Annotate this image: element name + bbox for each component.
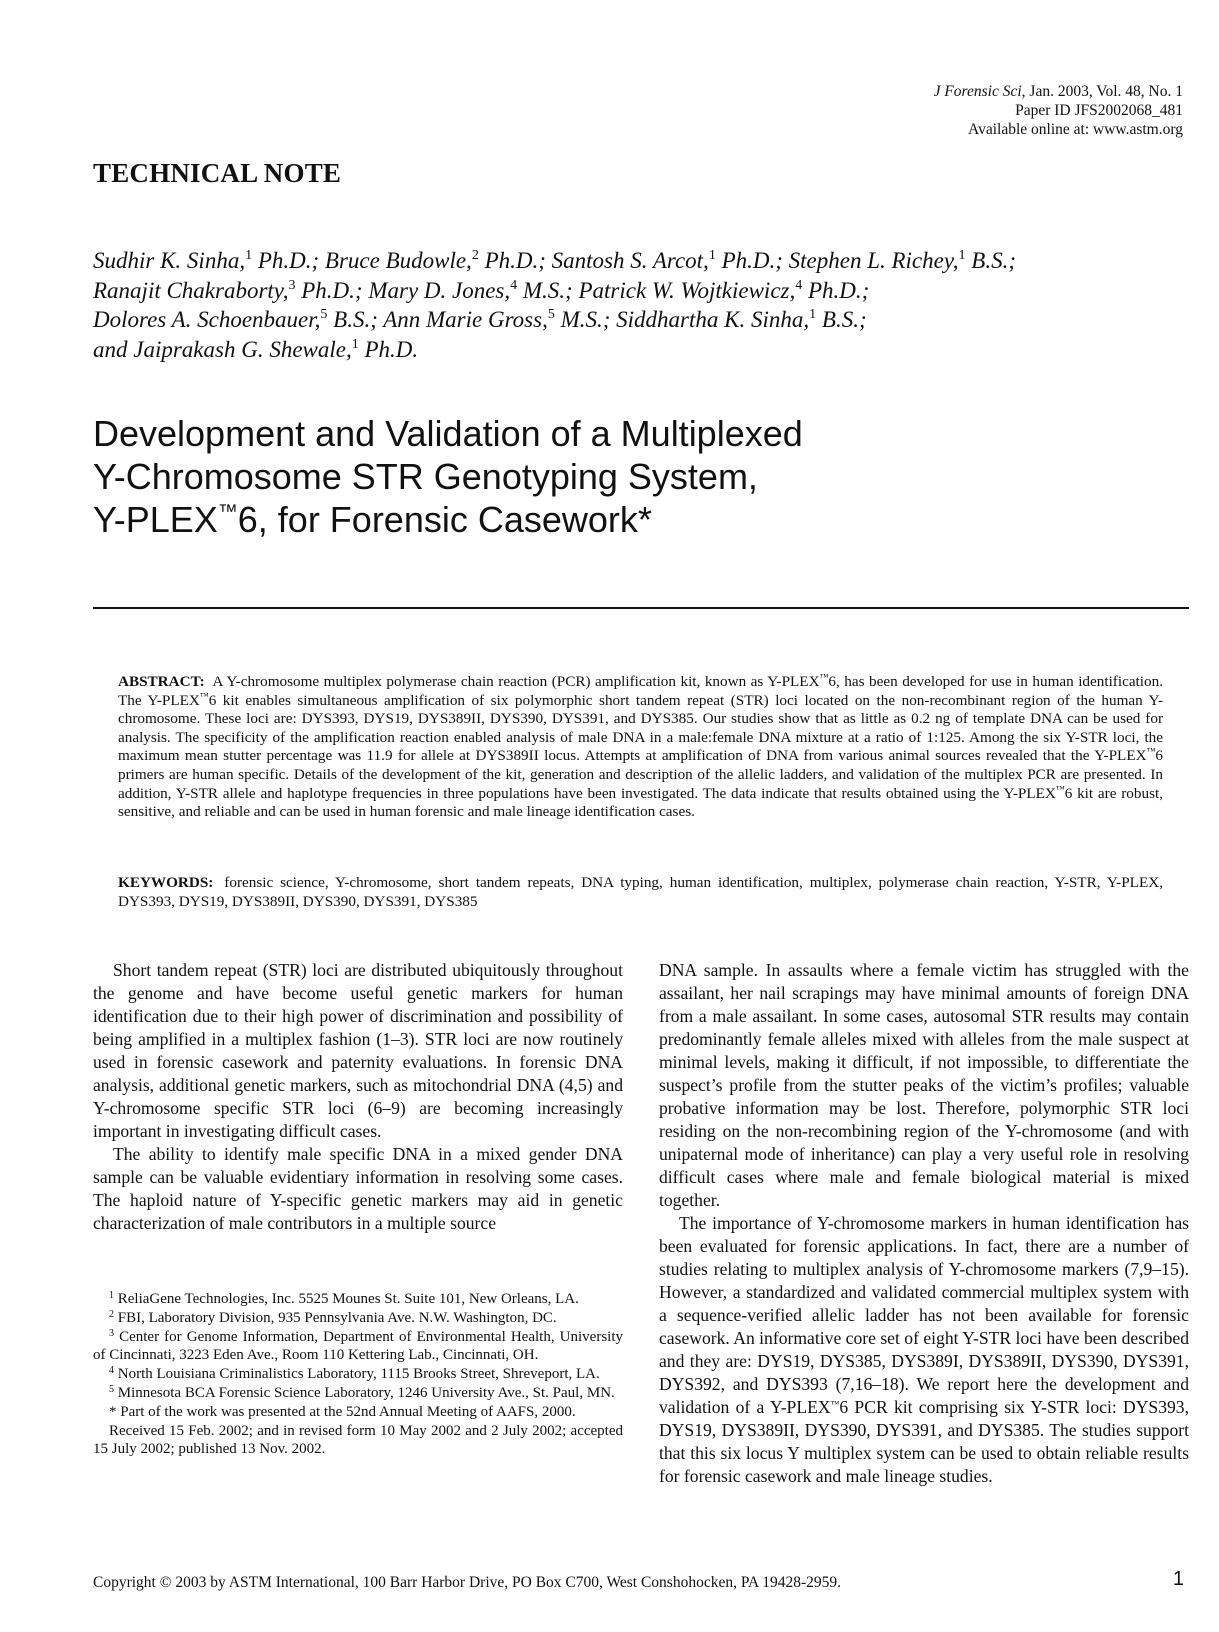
footnote-text: FBI, Laboratory Division, 935 Pennsylvania Ave. N.W. Washington, DC. [114, 1309, 557, 1326]
copyright-notice: Copyright © 2003 by ASTM International, 100 Barr Harbor Drive, PO Box C700, West Conshohocken, PA 19428-2959. [93, 1574, 842, 1591]
title-divider [93, 607, 1189, 609]
footnote [93, 1365, 623, 1384]
author-degree: M.S.; [517, 277, 579, 303]
section-label: TECHNICAL NOTE [93, 158, 342, 188]
author-degree: Ph.D.; [295, 277, 369, 303]
abstract [118, 673, 1163, 822]
abstract-text: A Y-chromosome multiplex polymerase chain reaction (PCR) amplification kit, known as Y-PLEX [212, 673, 820, 690]
author-degree: M.S.; [554, 307, 617, 332]
author-list [93, 246, 1193, 364]
journal-citation [763, 82, 1183, 139]
footnote-text: North Louisiana Criminalistics Laboratory, 1115 Brooks Street, Shreveport, LA. [114, 1366, 600, 1383]
available-online: Available online at: www.astm.org [968, 121, 1183, 138]
footnote: * Part of the work was presented at the 52nd Annual Meeting of AAFS, 2000. [109, 1403, 576, 1420]
affiliation-mark: 4 [510, 277, 518, 293]
trademark-mark: ™ [1146, 746, 1156, 757]
author-name: Bruce Budowle, [324, 248, 472, 273]
footnote-number: 1 [109, 1290, 114, 1301]
abstract-text: 6 kit enables simultaneous amplification of six polymorphic short tandem repeat (STR) loci located on the non-recombinant region of the human Y-chromosome. These loci are: DYS393, DYS19, DYS389II, DYS390, DYS391, and DYS385. Our studies show that as little as 0.2 ng of template DNA can be used for analysis. The specificity of the amplification reaction enabled analysis of male DNA in a male:female DNA mixture at a ratio of 1:125. Among the six Y-STR loci, the maximum mean stutter percentage was 11.9 for allele at DYS389II locus. Attempts at amplification of DNA from various animal sources revealed that the Y-PLEX [118, 691, 1163, 765]
title-line [93, 498, 1093, 541]
keywords [118, 874, 1163, 911]
journal-issue-line [763, 82, 1183, 101]
article-title [93, 412, 1093, 541]
author-degree: Ph.D.; [478, 248, 552, 273]
author-degree: Ph.D.; [252, 248, 325, 273]
footnote-text: Minnesota BCA Forensic Science Laboratory, 1246 University Ave., St. Paul, MN. [114, 1384, 615, 1401]
footnote: Received 15 Feb. 2002; and in revised form 10 May 2002 and 2 July 2002; accepted 15 July 2002; published 13 Nov. 2002. [93, 1422, 623, 1458]
body-text: The importance of Y-chromosome markers in human identification has been evaluated for forensic applications. In fact, there are a number of studies relating to multiplex analysis of Y-chromosome markers (7,9–15). However, a standardized and validated commercial multiplex system with a sequence-verified allelic ladder has not been available for forensic casework. An informative core set of eight Y-STR loci have been described and they are: DYS19, DYS385, DYS389I, DYS389II, DYS390, DYS391, DYS392, and DYS393 (7,16–18). We report here the development and validation of a Y-PLEX [659, 1213, 1189, 1417]
author-degree: B.S.; [816, 307, 867, 332]
abstract-text: 6, has been developed for use in human identification. The Y-PLEX [118, 673, 1163, 709]
author-name: Siddhartha K. Sinha, [616, 307, 810, 332]
abstract-text: 6 primers are human specific. Details of the development of the kit, generation and description of the allelic ladders, and validation of the multiplex PCR are presented. In addition, Y-STR allele and haplotype frequencies in three populations have been investigated. The data indicate that results obtained using the Y-PLEX [118, 747, 1163, 802]
footnote-text: ReliaGene Technologies, Inc. 5525 Mounes St. Suite 101, New Orleans, LA. [114, 1291, 579, 1307]
title-rest: 6, for Forensic Casework* [237, 499, 652, 540]
footnote [93, 1328, 623, 1366]
affiliation-mark: 1 [809, 307, 817, 322]
footnote-number: 3 [109, 1327, 114, 1339]
affiliation-mark: 2 [471, 248, 479, 263]
author-degree: Ph.D. [358, 336, 419, 362]
abstract-text: 6 kit are robust, sensitive, and reliable and can be used in human forensic and male lineage identification cases. [118, 784, 1164, 821]
author-degree: Ph.D.; [715, 248, 789, 273]
author-degree: Ph.D.; [802, 277, 870, 303]
author-degree: B.S.; [965, 248, 1017, 273]
trademark-mark: ™ [819, 672, 829, 682]
keywords-text: forensic science, Y-chromosome, short tandem repeats, DNA typing, human identification, multiplex, polymerase chain reaction, Y-STR, Y-PLEX, DYS393, DYS19, DYS389II, DYS390, DYS391, DYS385 [118, 874, 1163, 910]
body-column-left [93, 959, 623, 1235]
affiliation-mark: 1 [958, 248, 966, 263]
author-name: and Jaiprakash G. Shewale, [93, 336, 352, 362]
author-name: Dolores A. Schoenbauer, [93, 307, 321, 332]
footnotes [93, 1290, 623, 1459]
author-name: Santosh S. Arcot, [551, 248, 709, 273]
body-paragraph: DNA sample. In assaults where a female victim has struggled with the assailant, her nail scrapings may have minimal amounts of foreign DNA from a male assailant. In some cases, autosomal STR results may contain predominantly female alleles mixed with alleles from the male suspect at minimal levels, making it difficult, if not impossible, to differentiate the suspect’s profile from the stutter peaks of the victim’s profiles; valuable probative information may be lost. Therefore, polymorphic STR loci residing on the non-recombining region of the Y-chromosome (and with unipaternal mode of inheritance) can play a very useful role in resolving difficult cases where male and female biological material is mixed together. [659, 960, 1189, 1210]
footnote [93, 1290, 623, 1309]
paper-id: Paper ID JFS2002068_481 [1015, 102, 1183, 119]
affiliation-mark: 1 [708, 248, 716, 263]
author-line [93, 276, 1193, 306]
trademark-mark: ™ [830, 1399, 840, 1409]
affiliation-mark: 1 [245, 248, 253, 263]
journal-issue: , Jan. 2003, Vol. 48, No. 1 [1021, 83, 1183, 100]
author-line [93, 246, 1193, 276]
body-paragraph: The ability to identify male specific DNA in a mixed gender DNA sample can be valuable evidentiary information in resolving some cases. The haploid nature of Y-specific genetic markers may aid in genetic characterization of male contributors in a multiple source [93, 1144, 623, 1233]
author-name: Stephen L. Richey, [788, 248, 959, 273]
keywords-label: KEYWORDS: [118, 874, 214, 891]
title-line: Development and Validation of a Multiplexed [93, 413, 803, 454]
footnote-number: 5 [109, 1383, 114, 1395]
body-text: 6 PCR kit comprising six Y-STR loci: DYS393, DYS19, DYS389II, DYS390, DYS391, and DYS385. The studies support that this six locus Y multiplex system can be used to obtain reliable results for forensic casework and male lineage studies. [659, 1397, 1189, 1486]
author-degree: B.S.; [327, 307, 384, 332]
footnote-number: 2 [109, 1308, 114, 1320]
affiliation-mark: 4 [795, 277, 803, 293]
author-line [93, 335, 1193, 365]
author-name: Ranajit Chakraborty, [93, 277, 289, 303]
product-name: Y-PLEX [93, 499, 218, 540]
title-line: Y-Chromosome STR Genotyping System, [93, 456, 758, 497]
affiliation-mark: 3 [288, 277, 296, 293]
author-name: Patrick W. Wojtkiewicz, [578, 277, 796, 303]
footnote-number: 4 [109, 1365, 114, 1377]
footnote [93, 1309, 623, 1328]
trademark-mark: ™ [217, 501, 238, 523]
affiliation-mark: 5 [547, 307, 555, 322]
body-paragraph: Short tandem repeat (STR) loci are distributed ubiquitously throughout the genome and have become useful genetic markers for human identification due to their high power of discrimination and possibility of being amplified in a multiplex fashion (1–3). STR loci are now routinely used in forensic casework and paternity evaluations. In forensic DNA analysis, additional genetic markers, such as mitochondrial DNA (4,5) and Y-chromosome specific STR loci (6–9) are becoming increasingly important in investigating difficult cases. [93, 960, 623, 1141]
author-name: Mary D. Jones, [368, 277, 511, 303]
trademark-mark: ™ [199, 690, 209, 701]
footnote-text: Center for Genome Information, Department of Environmental Health, University of Cincinnati, 3223 Eden Ave., Room 110 Kettering Lab., Cincinnati, OH. [93, 1328, 623, 1364]
body-column-right [659, 959, 1189, 1488]
page-number: 1 [1172, 1568, 1184, 1590]
author-name: Sudhir K. Sinha, [93, 248, 246, 273]
affiliation-mark: 1 [351, 336, 359, 352]
abstract-label: ABSTRACT: [118, 673, 205, 690]
affiliation-mark: 5 [320, 307, 328, 322]
author-name: Ann Marie Gross, [383, 307, 548, 332]
author-line [93, 305, 1193, 335]
trademark-mark: ™ [1055, 783, 1065, 794]
body-paragraph [659, 1212, 1189, 1488]
footnote [93, 1384, 623, 1403]
journal-name: J Forensic Sci [933, 83, 1022, 100]
